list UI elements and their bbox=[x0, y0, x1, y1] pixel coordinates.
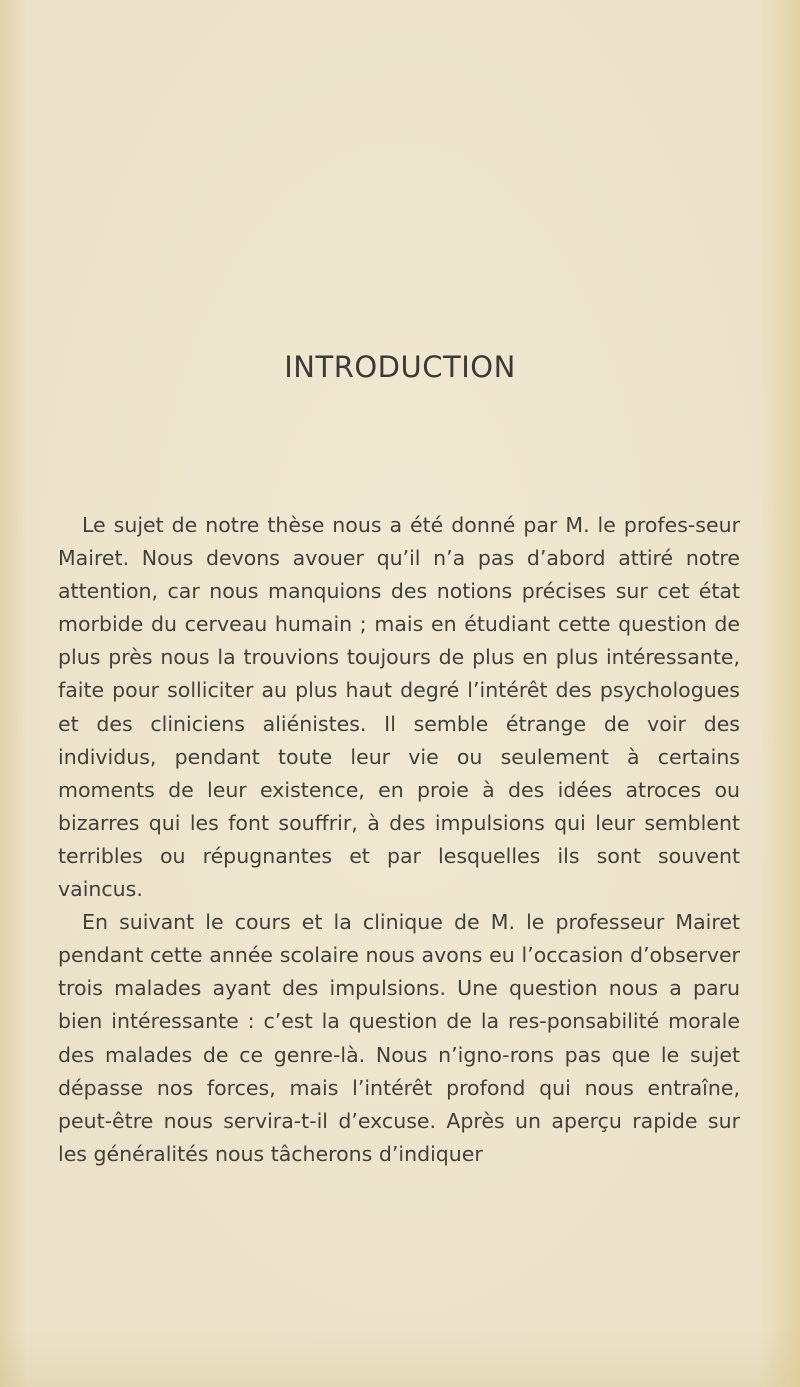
paragraph-1: Le sujet de notre thèse nous a été donné par M. le profes-seur Mairet. Nous devons avouer qu’il n’a pas d’abord attiré notre attention, car nous manquions des notions précises sur cet état morbide du cerveau humain ; mais en étudiant cette question de plus près nous la trouvions toujours de plus en plus intéressante, faite pour solliciter au plus haut degré l’intérêt des psychologues et des cliniciens aliénistes. Il semble étrange de voir des individus, pendant toute leur vie ou seulement à certains moments de leur existence, en proie à des idées atroces ou bizarres qui les font souffrir, à des impulsions qui leur semblent terribles ou répugnantes et par lesquelles ils sont souvent vaincus. bbox=[58, 513, 740, 902]
page-title: INTRODUCTION bbox=[284, 350, 516, 384]
paragraph-2: En suivant le cours et la clinique de M. le professeur Mairet pendant cette année scolaire nous avons eu l’occasion d’observer trois malades ayant des impulsions. Une question nous a paru bien intéressante : c’est la question de la res-ponsabilité morale des malades de ce genre-là. Nous n’igno-rons pas que le sujet dépasse nos forces, mais l’intérêt profond qui nous entraîne, peut-être nous servira-t-il d’excuse. Après un aperçu rapide sur les généralités nous tâcherons d’indiquer bbox=[58, 910, 740, 1166]
body-text bbox=[58, 509, 740, 1171]
